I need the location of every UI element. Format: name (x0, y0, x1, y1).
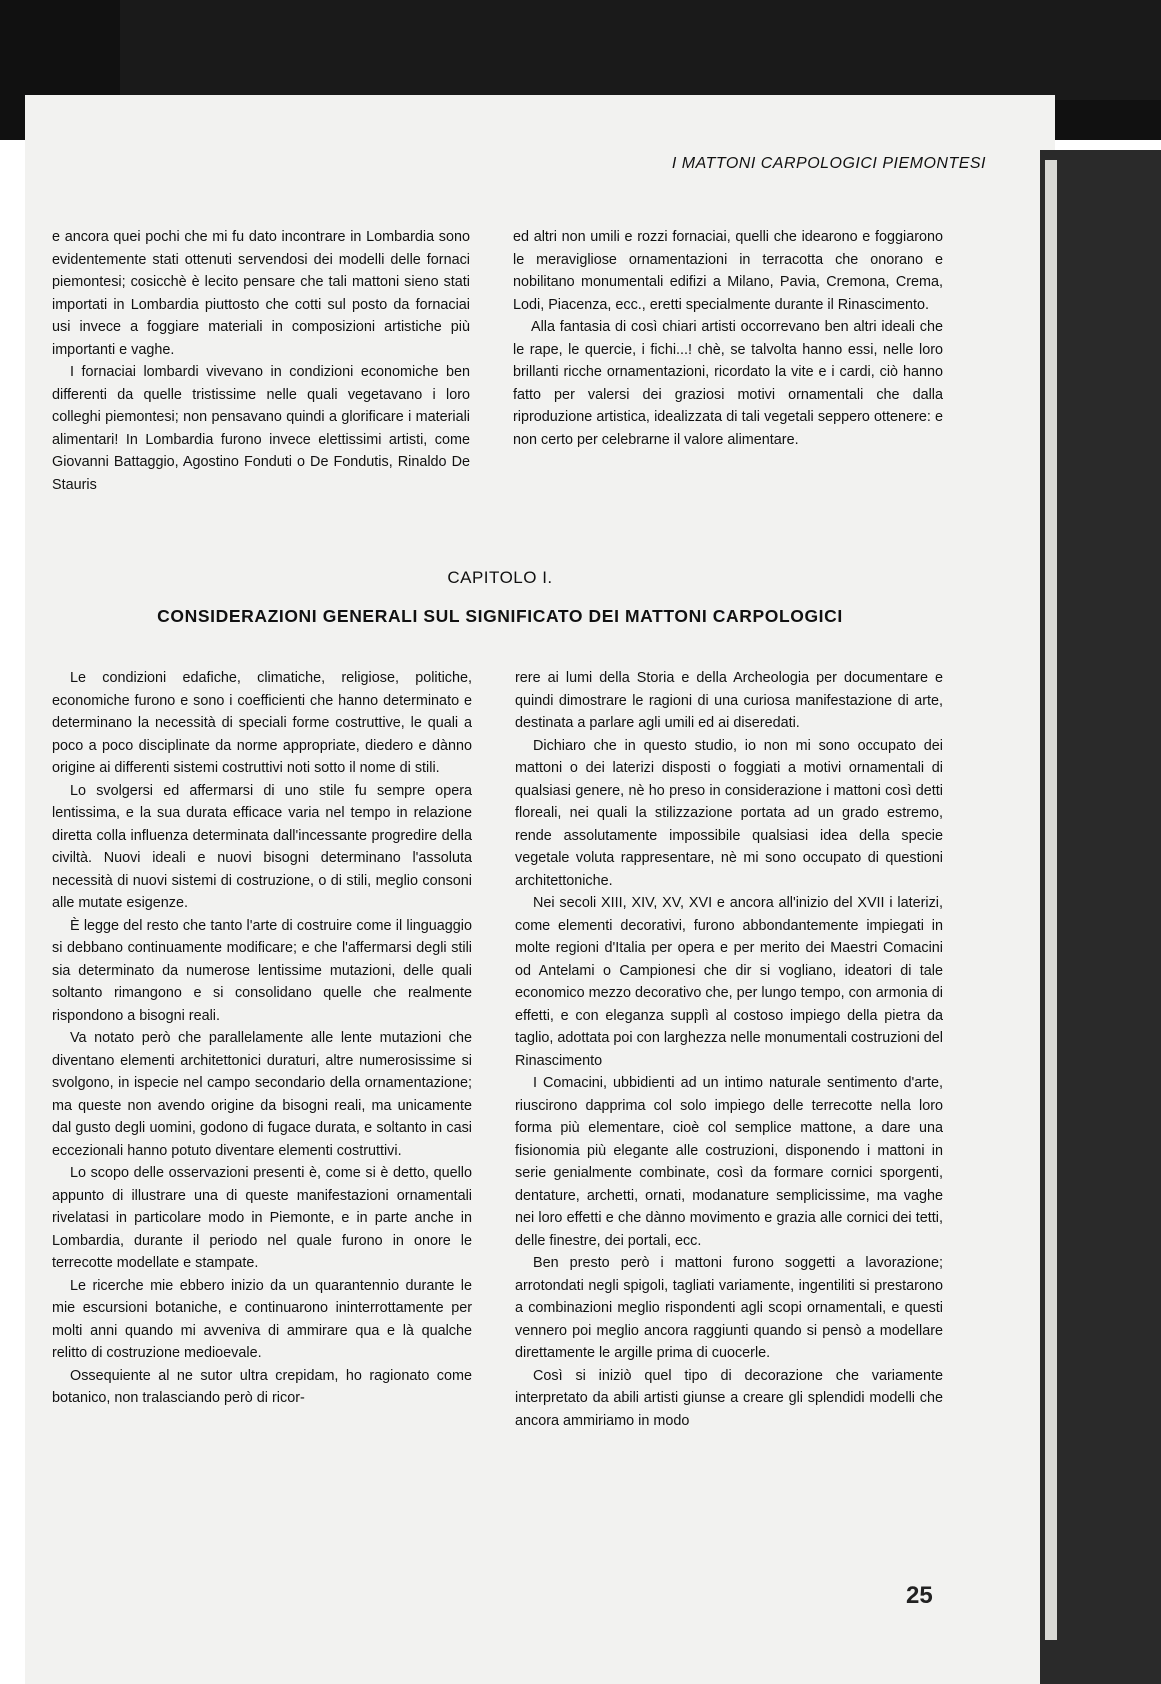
chapter-number: CAPITOLO I. (447, 568, 553, 587)
running-header: I MATTONI CARPOLOGICI PIEMONTESI (671, 155, 986, 172)
body-column-left (52, 667, 472, 1410)
paragraph: ed altri non umili e rozzi fornaciai, quelli che idearono e foggiarono le meravigliose ornamentazioni in terracotta che onorano e nobilitano monumentali edifizi a Milano, Pavia, Cremona, Crema, Lodi, Piacenza, ecc., eretti specialmente durante il Rinascimento. (513, 229, 943, 313)
chapter-title: CONSIDERAZIONI GENERALI SUL SIGNIFICATO DEI MATTONI CARPOLOGICI (157, 606, 843, 626)
page-edge-strip (1045, 160, 1057, 1640)
paragraph: Le condizioni edafiche, climatiche, religiose, politiche, economiche furono e sono i coefficienti che hanno determinato e determinano la necessità di speciali forme costruttive, le quali a poco a poco disciplinate da norme appropriate, diedero e dànno origine ai differenti sistemi costruttivi noti sotto il nome di stili. (52, 670, 472, 776)
paragraph: Va notato però che parallelamente alle lente mutazioni che diventano elementi architettonici duraturi, altre numerosissime si svolgono, in ispecie nel campo secondario della ornamentazione; ma queste non avendo origine da bisogni reali, ma unicamente dal gusto degli uomini, godono di fugace durata, e soltanto in casi eccezionali hanno potuto diventare elementi costruttivi. (52, 1030, 472, 1159)
paragraph: È legge del resto che tanto l'arte di costruire come il linguaggio si debbano continuamente modificare; e che l'affermarsi degli stili sia determinato da numerose lentissime mutazioni, delle quali soltanto rimangono e si consolidano quelle che realmente rispondono a bisogni reali. (52, 917, 472, 1024)
paragraph: Ben presto però i mattoni furono soggetti a lavorazione; arrotondati negli spigoli, tagliati variamente, ingentiliti si prestarono a combinazioni meglio rispondenti agli scopi ornamentali, e questi vennero poi meglio ancora raggiunti quando si pensò a modellare direttamente le argille prima di cuocerle. (515, 1255, 943, 1361)
intro-column-right (513, 226, 943, 451)
intro-column-left (52, 226, 470, 496)
paragraph: Così si iniziò quel tipo di decorazione che variamente interpretato da abili artisti giunse a creare gli splendidi modelli che ancora ammiriamo in modo (515, 1367, 943, 1429)
paragraph: I fornaciai lombardi vivevano in condizioni economiche ben differenti da quelle tristissime nelle quali vegetavano i loro colleghi piemontesi; non pensavano quindi a glorificare i materiali alimentari! In Lombardia furono invece elettissimi artisti, come Giovanni Battaggio, Agostino Fonduti o De Fondutis, Rinaldo De Stauris (52, 364, 470, 493)
paragraph: rere ai lumi della Storia e della Archeologia per documentare e quindi dimostrare le ragioni di una curiosa manifestazione di arte, destinata a parlare agli umili ed ai diseredati. (515, 670, 943, 731)
scan-border-right (1040, 150, 1161, 1684)
paragraph: I Comacini, ubbidienti ad un intimo naturale sentimento d'arte, riuscirono dapprima col solo impiego delle terrecotte nella loro forma più elementare, cioè col semplice mattone, a dare una fisionomia più elegante alle costruzioni, disponendo i mattoni in serie genialmente combinate, così da formare cornici sporgenti, dentature, archetti, ornati, modanature semplicissime, ma vaghe nei loro effetti e che dànno movimento e grazia alle cornici dei tetti, delle finestre, dei portali, ecc. (515, 1075, 943, 1249)
paragraph: Ossequiente al ne sutor ultra crepidam, ho ragionato come botanico, non tralasciando però di ricor- (52, 1367, 472, 1406)
paragraph: Lo svolgersi ed affermarsi di uno stile fu sempre opera lentissima, e la sua durata efficace varia nel tempo in relazione diretta colla influenza determinata dall'incessante progredire della civiltà. Nuovi ideali e nuovi bisogni determinano l'assoluta necessità di nuovi sistemi di costruzione, o di stili, meglio consoni alle mutate esigenze. (52, 782, 472, 911)
scan-shadow-top (120, 0, 1161, 100)
paragraph: e ancora quei pochi che mi fu dato incontrare in Lombardia sono evidentemente stati ottenuti servendosi dei modelli delle fornaci piemontesi; cosicchè è lecito pensare che tali mattoni sieno stati importati in Lombardia piuttosto che cotti sul posto da fornaciai usi invece a foggiare materiali in composizioni artistiche più importanti e vaghe. (52, 229, 470, 358)
paragraph: Dichiaro che in questo studio, io non mi sono occupato dei mattoni o dei laterizi disposti o foggiati a motivi ornamentali di qualsiasi genere, nè ho preso in considerazione i mattoni così detti floreali, nei quali la stilizzazione portata ad un grado estremo, rende assolutamente impossibile qualsiasi idea della specie vegetale voluta rappresentare, nè mi sono occupato di questioni architettoniche. (515, 737, 943, 889)
paragraph: Alla fantasia di così chiari artisti occorrevano ben altri ideali che le rape, le quercie, i fichi...! chè, se talvolta hanno essi, nelle loro brillanti ricche ornamentazioni, ricordato la vite e i cardi, ciò hanno fatto per valersi dei graziosi motivi ornamentali che dalla riproduzione artistica, idealizzata di tali vegetali seppero ottenere: e non certo per celebrarne il valore alimentare. (513, 319, 943, 448)
page-number: 25 (906, 1582, 933, 1609)
paragraph: Le ricerche mie ebbero inizio da un quarantennio durante le mie escursioni botaniche, e continuarono ininterrottamente per molti anni quando mi avveniva di ammirare qua e là qualche relitto di costruzione medioevale. (52, 1277, 472, 1361)
body-column-right (515, 667, 943, 1432)
paragraph: Nei secoli XIII, XIV, XV, XVI e ancora all'inizio del XVII i laterizi, come elementi decorativi, furono abbondantemente impiegati in molte regioni d'Italia per opera e per merito dei Maestri Comacini od Antelami o Campionesi che dir si vogliano, ideatori di tale economico mezzo decorativo che, per lungo tempo, con armonia di effetti, e con eleganza supplì al costoso impiego della pietra da taglio, adottata poi con larghezza nelle monumentali costruzioni del Rinascimento (515, 895, 943, 1069)
paragraph: Lo scopo delle osservazioni presenti è, come si è detto, quello appunto di illustrare una di queste manifestazioni ornamentali rivelatasi in particolare modo in Piemonte, e in parte anche in Lombardia, durante il periodo nel quale furono in onore le terrecotte modellate e stampate. (52, 1165, 472, 1271)
